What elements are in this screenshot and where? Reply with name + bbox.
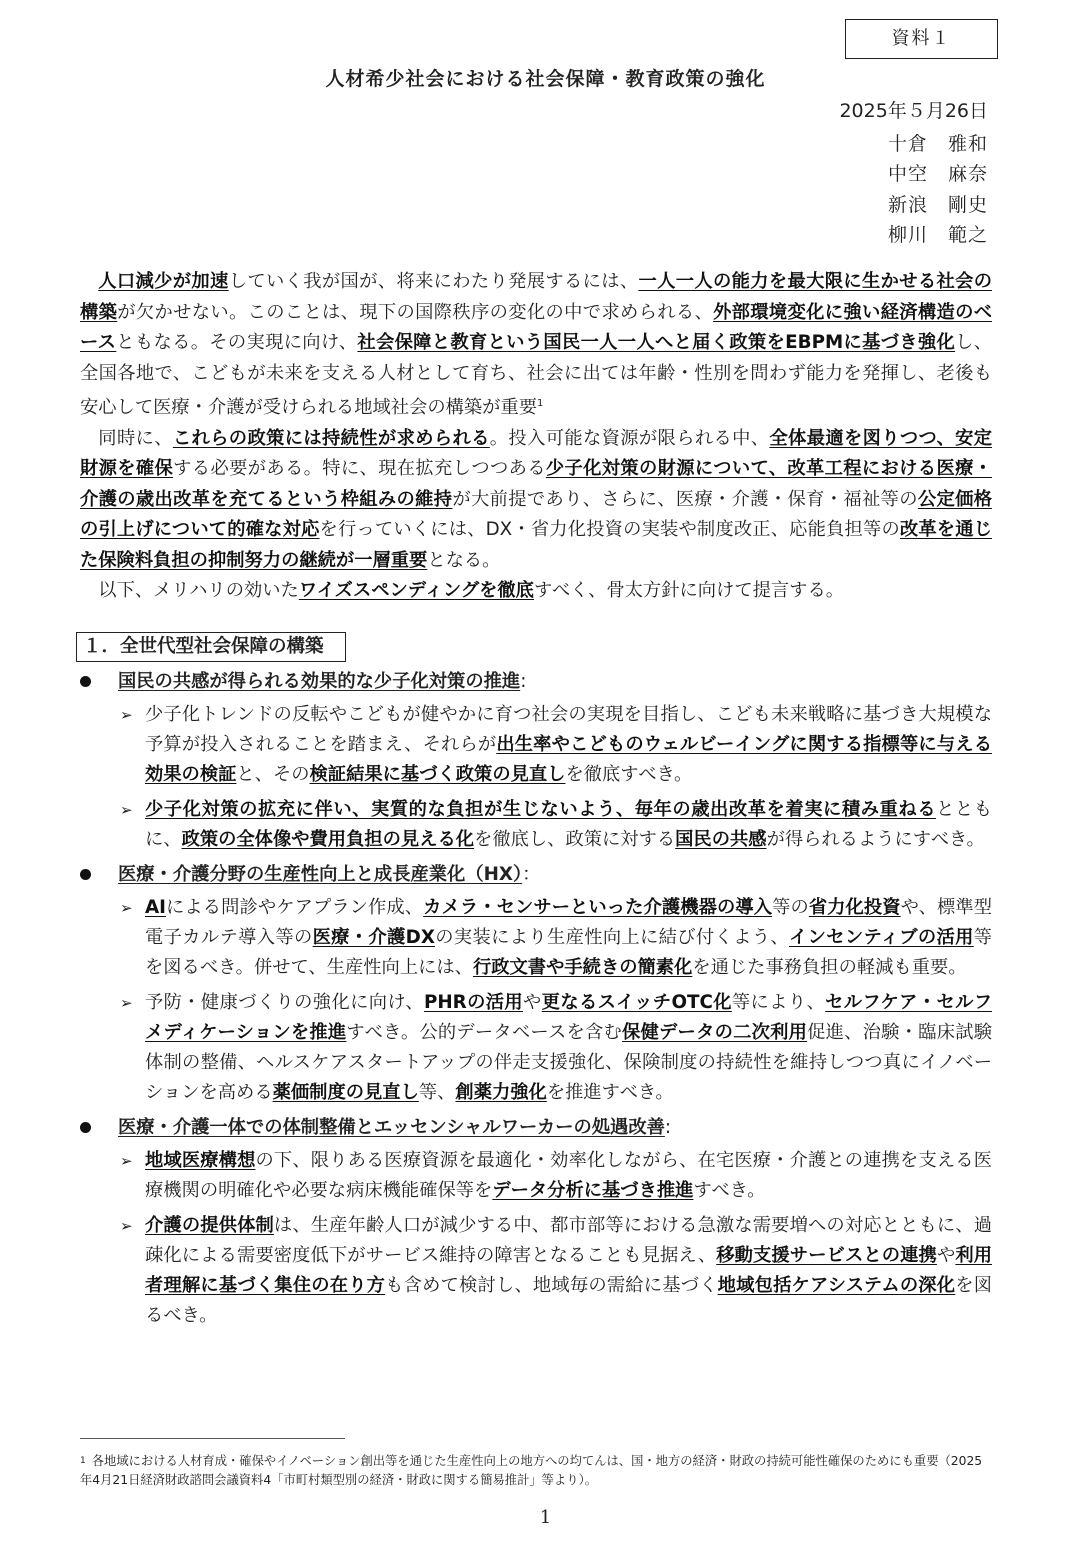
body-text: 同時に、 [98, 427, 173, 449]
footnote-text: 各地域における人材育成・確保やイノベーション創出等を通じた生産性向上の地方への均てんは、国・地方の経済・財政の持続可能性確保のためにも重要（2025年4月21日経済財政諮問会議資料4「市町村類型別の経済・財政に関する簡易推計」等より）。 [80, 1454, 983, 1487]
body-text: 等により、 [731, 992, 826, 1013]
body-text: すべき。公的データベースを含む [346, 1022, 623, 1043]
body-text: や [936, 1245, 956, 1266]
footnote [80, 1452, 992, 1489]
body-text: 以下、メリハリの効いた [98, 580, 299, 602]
emphasis-text: 少子化対策の拡充に伴い、実質的な負担が生じないよう、毎年の歳出改革を着実に積み重ねる [145, 799, 937, 820]
body-text: を徹底し、政策に対する [474, 829, 676, 850]
body-text: 促進、治験・臨床試験体制の整備、ヘルスケアスタートアップの伴走支援強化、保険制度の持続性を維持しつつ真にイノベーションを高める [145, 1022, 992, 1103]
emphasis-text: 一人一人の能力を最大限に生かせる社会の構築 [80, 271, 993, 323]
body-text: とともに、 [145, 799, 993, 850]
bullet-dot-icon [80, 869, 91, 880]
emphasis-text: ワイズスペンディングを徹底 [298, 580, 534, 602]
topic-item [80, 1113, 992, 1331]
bullet-text [145, 1215, 992, 1326]
body-text: すべく、骨太方針に向けて提言する。 [533, 580, 845, 602]
intro-text [80, 267, 992, 607]
arrow-bullet-icon: ➢ [120, 801, 133, 819]
bullet-item [80, 893, 992, 983]
topic-heading-text: 医療・介護分野の生産性向上と成長産業化（HX） [118, 864, 523, 885]
bullet-text [145, 897, 992, 978]
topic-item [80, 860, 992, 1108]
topic-heading-punct: : [520, 671, 527, 692]
arrow-bullet-icon: ➢ [120, 994, 133, 1012]
body-text: も含めて検討し、地域毎の需給に基づく [385, 1275, 718, 1296]
bullet-text [145, 1150, 992, 1201]
author-name: 中空 麻奈 [887, 163, 988, 185]
emphasis-text: 少子化対策の財源について、改革工程における医療・介護の歳出改革を充てるという枠組みの維持 [80, 458, 992, 510]
emphasis-text: 保健データの二次利用 [622, 1022, 808, 1043]
body-text: を図るべき。 [145, 1275, 993, 1326]
bullet-dot-icon [80, 1122, 91, 1133]
body-text: 等の [772, 897, 809, 918]
footnote-divider [80, 1438, 345, 1439]
body-text: となる。 [427, 549, 501, 571]
bullet-text [145, 799, 992, 850]
page-title: 人材希少社会における社会保障・教育政策の強化 [325, 68, 766, 90]
page-number: 1 [539, 1507, 552, 1528]
emphasis-text: 社会保障と教育という国民一人一人へと届く政策をEBPMに基づき強化 [357, 332, 956, 353]
body-text: ともなる。その実現に向け、 [116, 332, 358, 353]
bullet-item [80, 988, 992, 1108]
emphasis-text: セルフケア・セルフメディケーションを推進 [145, 992, 993, 1043]
bullet-text [145, 704, 992, 785]
bullet-item [80, 1146, 992, 1206]
body-text: や、標準型電子カルテ導入等の [145, 897, 993, 948]
emphasis-text: 省力化投資 [808, 897, 901, 918]
topic-heading-text: 国民の共感が得られる効果的な少子化対策の推進 [118, 671, 521, 692]
topic-heading [80, 667, 992, 698]
body-text: 予防・健康づくりの強化に向け、 [145, 992, 424, 1013]
emphasis-text: 地域包括ケアシステムの深化 [717, 1275, 956, 1296]
body-text: の実装により生産性向上に結び付くよう、 [434, 927, 789, 948]
body-text: する必要がある。特に、現在拡充しつつある [173, 458, 546, 480]
topic-list [80, 667, 992, 1336]
bullet-item [80, 700, 992, 790]
emphasis-text: 創薬力強化 [455, 1082, 547, 1103]
body-text: していく我が国が、将来にわたり発展するには、 [228, 271, 639, 292]
emphasis-text: 改革を通じた保険料負担の抑制努力の継続が一層重要 [80, 519, 992, 571]
emphasis-text: 医療・介護DX [312, 927, 435, 948]
emphasis-text: 検証結果に基づく政策の見直し [309, 764, 566, 785]
emphasis-text: 外部環境変化に強い経済構造のベース [80, 301, 993, 353]
bullet-dot-icon [80, 676, 91, 687]
emphasis-text: インセンティブの活用 [789, 927, 974, 948]
emphasis-text: 出生率やこどものウェルビーイングに関する指標等に与える効果の検証 [145, 734, 992, 785]
body-text: が大前提であり、さらに、医療・介護・保育・福祉等の [452, 488, 918, 510]
emphasis-text: 利用者理解に基づく集住の在り方 [145, 1245, 993, 1296]
topic-heading [80, 860, 992, 891]
body-text: し、全国各地で、こどもが未来を支える人材として育ち、社会に出ては年齢・性別を問わず能力を発揮し、老後も安心して医療・介護が受けられる地域社会の構築が重要 [80, 332, 993, 419]
emphasis-text: 介護の提供体制 [145, 1215, 274, 1236]
emphasis-text: データ分析に基づき推進 [492, 1180, 694, 1201]
body-text: を徹底すべき。 [565, 764, 693, 785]
emphasis-text: 行政文書や手続きの簡素化 [472, 957, 693, 978]
author-name: 新浪 剛史 [887, 193, 988, 216]
intro-paragraph [80, 576, 992, 607]
bullet-text [145, 992, 992, 1103]
body-text: は、生産年齢人口が減少する中、都市部等における急激な需要増への対応とともに、過疎化による需要密度低下がサービス維持の障害となることも見据え、 [145, 1215, 993, 1266]
section-heading: １．全世代型社会保障の構築 [76, 632, 346, 662]
emphasis-text: 地域医療構想 [145, 1150, 256, 1171]
body-text: の下、限りある医療資源を最適化・効率化しながら、在宅医療・介護との連携を支える医療機関の明確化や必要な病床機能確保等を [145, 1150, 993, 1201]
body-text: と、その [236, 764, 310, 785]
body-text: 少子化トレンドの反転やこどもが健やかに育つ社会の実現を目指し、こども未来戦略に基づき大規模な予算が投入されることを踏まえ、それらが [145, 704, 992, 755]
bullet-item [80, 1211, 992, 1331]
emphasis-text: 国民の共感 [675, 829, 767, 850]
emphasis-text: 全体最適を図りつつ、安定財源を確保 [80, 427, 993, 480]
intro-paragraph [80, 267, 992, 424]
author-name: 十倉 雅和 [887, 132, 988, 155]
bullet-item [80, 795, 992, 855]
topic-heading [80, 1113, 992, 1144]
body-text: による問診やケアプラン作成、 [165, 897, 424, 918]
footnote-mark: 1 [80, 1456, 86, 1466]
document-date: 2025年５月26日 [839, 100, 988, 122]
body-text: を推進すべき。 [546, 1082, 674, 1103]
body-text: 等を図るべき。併せて、生産性向上には、 [145, 927, 992, 978]
emphasis-text: カメラ・センサーといった介護機器の導入 [423, 897, 773, 918]
emphasis-text: 人口減少が加速 [98, 271, 229, 292]
emphasis-text: 政策の全体像や費用負担の見える化 [181, 829, 475, 850]
body-text: を通じた事務負担の軽減も重要。 [692, 957, 967, 978]
emphasis-text: AI [145, 897, 166, 918]
emphasis-text: 移動支援サービスとの連携 [716, 1245, 937, 1266]
body-text: を行っていくには、DX・省力化投資の実装や制度改正、応能負担等の [319, 519, 900, 541]
body-text: 等、 [418, 1082, 456, 1103]
arrow-bullet-icon: ➢ [120, 706, 133, 724]
document-label-badge: 資料１ [845, 19, 998, 59]
body-text: 。投入可能な資源が限られる中、 [489, 427, 770, 449]
body-text: すべき。 [693, 1180, 766, 1201]
emphasis-text: 更なるスイッチOTC化 [541, 992, 732, 1013]
document-meta [839, 96, 988, 251]
arrow-bullet-icon: ➢ [120, 1217, 133, 1235]
body-text: が欠かせない。このことは、現下の国際秩序の変化の中で求められる、 [117, 301, 714, 323]
body-text: や [523, 992, 542, 1013]
footnote-ref: 1 [537, 398, 544, 409]
emphasis-text: PHRの活用 [423, 992, 524, 1013]
author-name: 柳川 範之 [887, 224, 988, 246]
body-text: が得られるようにすべき。 [766, 829, 985, 850]
arrow-bullet-icon: ➢ [120, 1152, 133, 1170]
topic-heading-text: 医療・介護一体での体制整備とエッセンシャルワーカーの処遇改善 [118, 1117, 665, 1138]
emphasis-text: 公定価格の引上げについて的確な対応 [80, 488, 993, 541]
topic-heading-punct: : [664, 1117, 672, 1138]
intro-paragraph [80, 424, 992, 577]
author-list [839, 129, 988, 251]
emphasis-text: これらの政策には持続性が求められる [172, 427, 490, 449]
emphasis-text: 薬価制度の見直し [272, 1082, 419, 1103]
topic-item [80, 667, 992, 855]
arrow-bullet-icon: ➢ [120, 899, 133, 917]
topic-heading-punct: ： [522, 864, 541, 885]
